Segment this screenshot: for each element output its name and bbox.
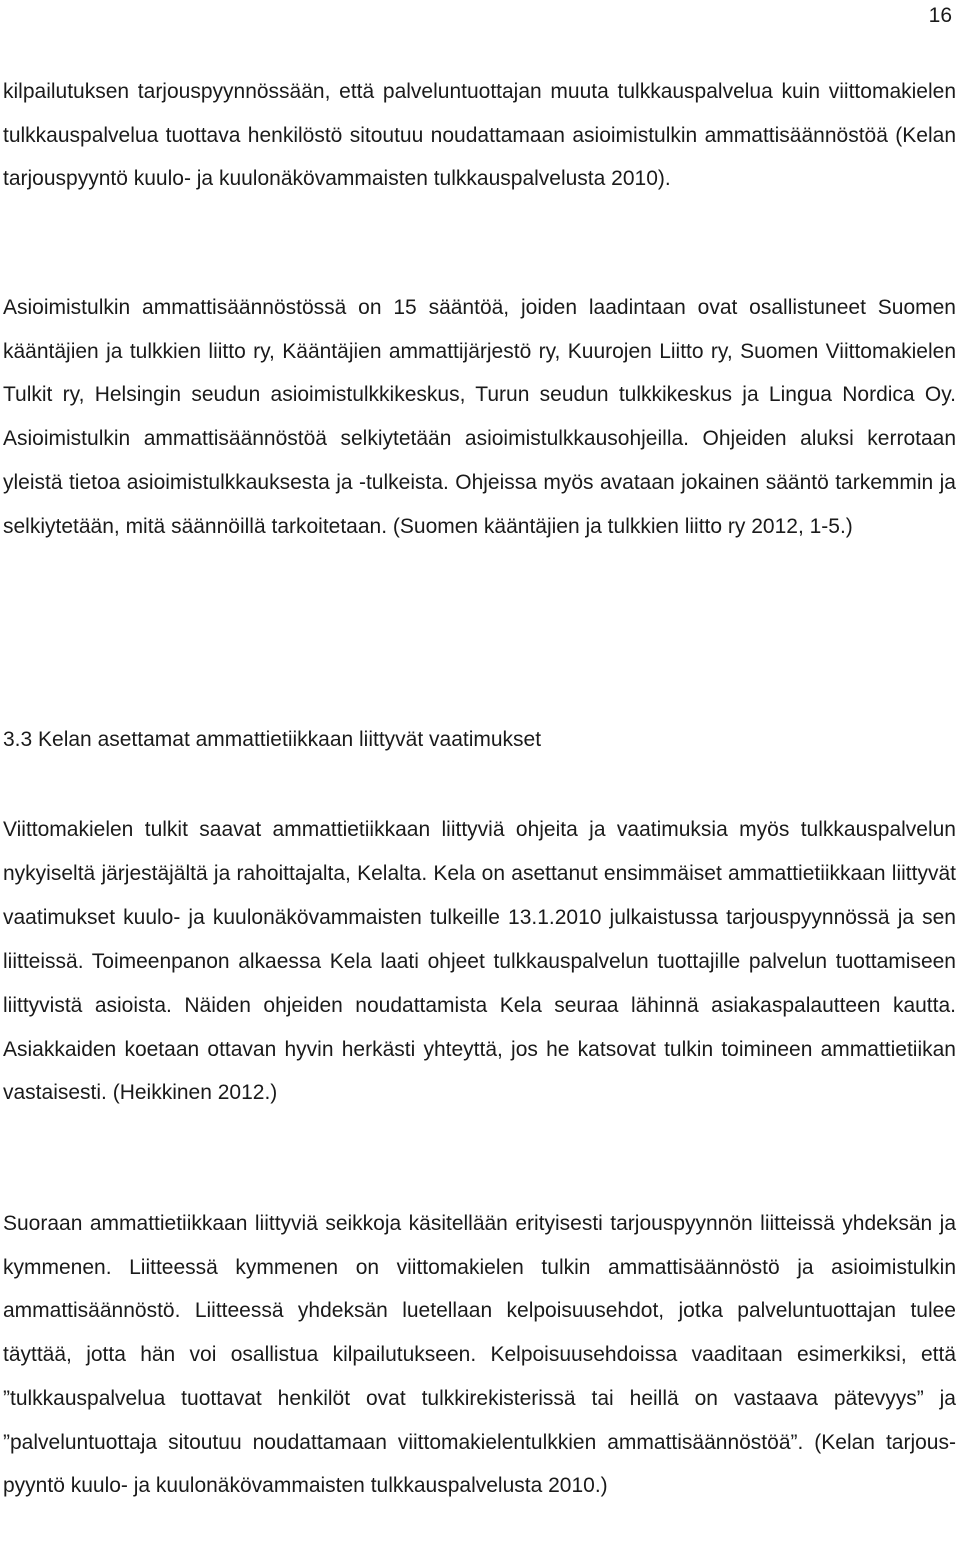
section-heading: 3.3 Kelan asettamat ammattietiikkaan liittyvät vaatimukset (3, 728, 542, 751)
paragraph: Asioimistulkin ammattisäännöstössä on 15 sääntöä, joiden laadintaan ovat osallistuneet Suomen kääntäjien ja tulkkien liitto ry, Kääntäjien ammattijärjestö ry, Kuurojen Liitto ry, Suomen Viittomakielen Tulkit ry, Helsingin seudun asioimistulkkikeskus, Turun seudun tulkkikeskus ja Lingua Nordica Oy. Asioimistulkin ammattisäännöstöä selkiytetään asioimistulkkausohjeilla. Ohjeiden aluksi kerrotaan yleistä tietoa asioimistulkkauksesta ja -tulkeista. Ohjeissa myös avataan jokainen sääntö tarkemmin ja selkiytetään, mitä säännöillä tarkoitetaan. (Suomen kääntäjien ja tulkkien liitto ry 2012, 1-5.) (3, 296, 956, 538)
paragraph: Viittomakielen tulkit saavat ammattietiikkaan liittyviä ohjeita ja vaatimuksia myös tulkkauspalvelun nykyiseltä järjestäjältä ja rahoittajalta, Kelalta. Kela on asettanut ensimmäiset ammattietiikkaan liittyvät vaatimukset kuulo- ja kuulonäkövammaisten tulkeille 13.1.2010 julkaistussa tarjouspyynnössä ja sen liitteissä. Toimeenpanon alkaessa Kela laati ohjeet tulkkauspalvelun tuottajille palvelun tuottamiseen liittyvistä asioista. Näiden ohjeiden noudattamista Kela seuraa lähinnä asiakaspalautteen kautta. Asiakkaiden koetaan ottavan hyvin herkästi yhteyttä, jos he katsovat tulkin toimineen ammattietiikan vastaisesti. (Heikkinen 2012.) (3, 818, 956, 1105)
paragraph: Suoraan ammattietiikkaan liittyviä seikkoja käsitellään erityisesti tarjouspyynnön liitteissä yhdeksän ja kymmenen. Liitteessä kymmenen on viittomakielen tulkin ammattisäännöstö ja asioimistulkin ammattisäännöstö. Liitteessä yhdeksän luetellaan kelpoisuusehdot, jotka palveluntuottajan tulee täyttää, jotta hän voi osallistua kilpailutukseen. Kelpoisuusehdoissa vaaditaan esimerkiksi, että ”tulkkauspalvelua tuottavat henkilöt ovat tulkkirekisterissä tai heillä on vastaava pätevyys” ja ”palveluntuottaja sitoutuu noudattamaan viittomakielentulkkien ammattisäännöstöä”. (Kelan tarjouspyyntö kuulo- ja kuulonäkövammaisten tulkkauspalvelusta 2010.) (3, 1212, 956, 1498)
paragraph: kilpailutuksen tarjouspyynnössään, että palveluntuottajan muuta tulkkauspalvelua kuin viittomakielen tulkkauspalvelua tuottava henkilöstö sitoutuu noudattamaan asioimistulkin ammattisäännöstöä (Kelan tarjouspyyntö kuulo- ja kuulonäkövammaisten tulkkauspalvelusta 2010). (3, 80, 956, 191)
page-number: 16 (928, 4, 952, 27)
